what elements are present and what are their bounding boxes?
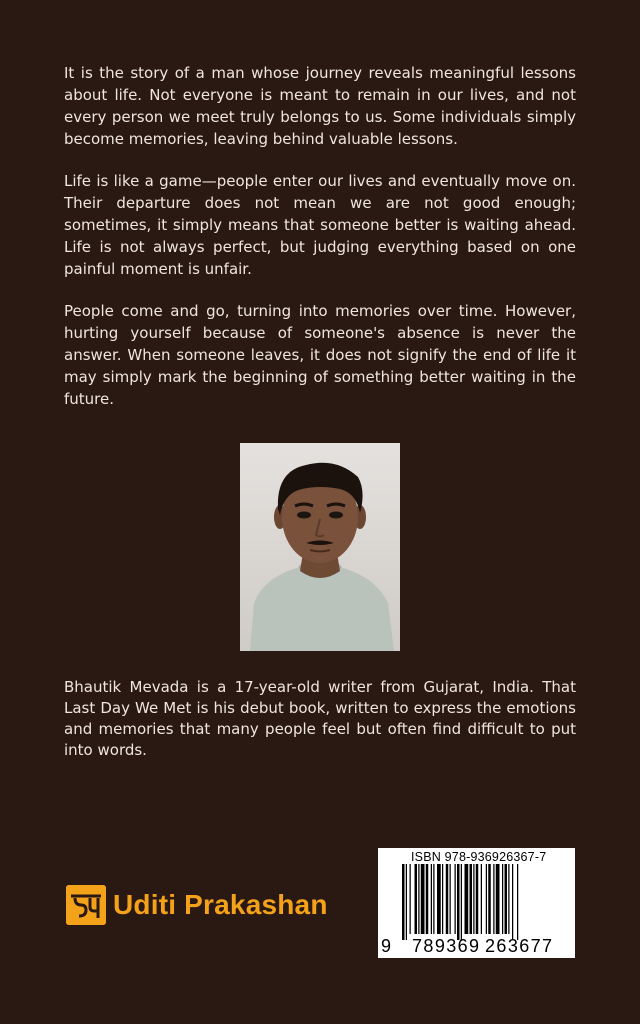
isbn-digit-first: 9 [381,936,393,956]
barcode-bar [421,864,425,934]
back-cover-blurb [64,62,576,430]
barcode-bar [465,864,469,934]
barcode-bar [473,864,474,934]
barcode-bar [455,864,456,934]
barcode-bar [512,864,513,940]
barcode-bar [461,864,462,940]
author-photo [240,443,400,651]
isbn-digits-left: 789369 [412,936,481,956]
isbn-label: ISBN 978-936926367-7 [411,850,547,864]
barcode-bar [493,864,494,934]
barcode-bar [481,864,482,934]
barcode-bar [406,864,407,940]
blurb-paragraph-2: Life is like a game—people enter our lives and eventually move on. Their departure does not mean we are not good enough; sometimes, it simply means that someone better is waiting ahead. Life is not always perfect, but judging everything based on one painful moment is unfair. [64,172,576,278]
barcode-bar [437,864,441,934]
barcode-bar [433,864,434,934]
isbn-digits-right: 263677 [485,936,554,956]
barcode-bar [402,864,405,940]
barcode-bar [450,864,451,934]
barcode-bar [488,864,491,934]
barcode-bar [418,864,419,934]
barcode-bar [508,864,509,934]
barcode-bars-icon [402,864,552,940]
barcode-bar [457,864,460,940]
publisher-brand [66,884,328,926]
publisher-logo-icon [66,885,106,925]
barcode-bar [446,864,449,934]
barcode-bar [426,864,429,934]
blurb-paragraph-1: It is the story of a man whose journey reveals meaningful lessons about life. Not everyone is meant to remain in our lives, and not every person we meet truly belongs to us. Some individuals simply become memories, leaving behind valuable lessons. [64,64,576,148]
isbn-barcode [378,848,575,958]
blurb-paragraph-3: People come and go, turning into memories over time. However, hurting yourself because of someone's absence is never the answer. When someone leaves, it does not signify the end of life it may simply mark the beginning of something better waiting in the future. [64,302,576,408]
barcode-bar [505,864,508,934]
barcode-bar [502,864,503,934]
isbn-digits [378,936,575,956]
barcode-bar [442,864,443,934]
barcode-bar [496,864,500,934]
barcode-bar [415,864,418,934]
barcode-bar [476,864,479,934]
publisher-logo-glyph [66,885,106,925]
publisher-name: Uditi Prakashan [113,889,328,920]
barcode-bar [517,864,518,940]
author-portrait-icon [240,443,400,651]
barcode-bar [470,864,473,934]
barcode-bar [431,864,432,934]
barcode-bar [486,864,487,934]
barcode-bar [410,864,411,934]
author-bio: Bhautik Mevada is a 17-year-old writer from Gujarat, India. That Last Day We Met is his debut book, written to express the emotions and memories that many people feel but often find difficult to put into words. [64,678,576,759]
